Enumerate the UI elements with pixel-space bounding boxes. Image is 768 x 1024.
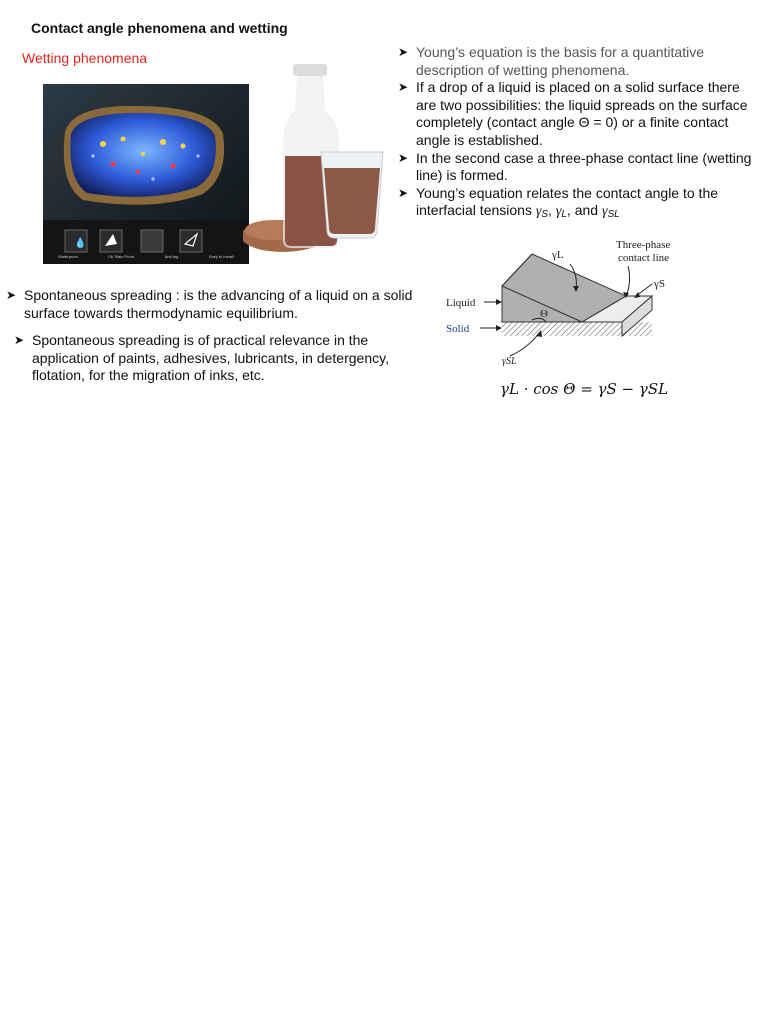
bullet-item bbox=[6, 287, 426, 322]
bullet-text: If a drop of a liquid is placed on a solid surface there are two possibilities: the liquid spreads on the surface completely (contact angle Θ = 0) or a finite contact angle is established. bbox=[416, 79, 748, 148]
svg-text:💧: 💧 bbox=[74, 238, 87, 249]
bullet-text-part: Young’s equation relates the contact angle to the interfacial tensions bbox=[416, 184, 719, 219]
solid-label: Solid bbox=[446, 323, 470, 335]
caption-oil-stain: Oil Stain Proof bbox=[108, 254, 135, 259]
caption-waterproof: Waterproof bbox=[58, 254, 78, 259]
bullet-item bbox=[398, 79, 756, 149]
bullet-item bbox=[14, 332, 406, 385]
gamma-s-label: γS bbox=[654, 278, 665, 290]
bullet-item bbox=[398, 150, 756, 185]
bullet-item bbox=[398, 185, 756, 224]
chocolate-milk-photo bbox=[243, 60, 393, 260]
gamma-subscript: L bbox=[561, 209, 567, 221]
three-phase-label-2: contact line bbox=[618, 252, 670, 264]
gamma-symbol: γ bbox=[535, 204, 542, 220]
three-phase-label-1: Three-phase bbox=[616, 239, 671, 251]
gamma-subscript: S bbox=[541, 209, 549, 221]
separator: , bbox=[548, 202, 556, 219]
car-mirror-photo bbox=[43, 84, 249, 264]
bullet-text bbox=[416, 185, 756, 224]
section-subtitle: Wetting phenomena bbox=[22, 50, 148, 66]
separator: , and bbox=[566, 202, 602, 219]
bullet-text: Spontaneous spreading is of practical relevance in the application of paints, adhesives, lubricants, in detergency, flotation, for the migration of inks, etc. bbox=[32, 332, 389, 384]
arrow-bullet-icon: ➤ bbox=[398, 80, 409, 95]
contact-angle-diagram bbox=[440, 236, 685, 366]
theta-label: Θ bbox=[540, 308, 548, 320]
bullet-text: Young’s equation is the basis for a quantitative description of wetting phenomena. bbox=[416, 44, 704, 78]
arrow-bullet-icon: ➤ bbox=[398, 185, 409, 200]
left-bullet-list-2 bbox=[14, 332, 406, 385]
gamma-subscript: SL bbox=[607, 209, 620, 221]
gamma-symbol: γ bbox=[555, 204, 562, 220]
gamma-sl-label: γSL bbox=[502, 356, 517, 366]
bullet-text: Spontaneous spreading : is the advancing of a liquid on a solid surface towards thermodynamic equilibrium. bbox=[24, 287, 413, 321]
caption-anti-fog: Anti-fog bbox=[164, 254, 179, 259]
caption-easy-install: Easy to Install bbox=[208, 254, 234, 259]
page-title: Contact angle phenomena and wetting bbox=[31, 20, 288, 36]
left-bullet-list bbox=[6, 287, 426, 322]
youngs-equation: γL · cos Θ = γS − γSL bbox=[500, 380, 669, 398]
photo-icon-captions bbox=[43, 254, 249, 259]
arrow-bullet-icon: ➤ bbox=[398, 45, 409, 59]
arrow-bullet-icon: ➤ bbox=[14, 333, 25, 347]
gamma-l-label: γL bbox=[552, 249, 564, 261]
liquid-label: Liquid bbox=[446, 297, 476, 309]
right-bullet-list bbox=[398, 44, 756, 224]
arrow-bullet-icon: ➤ bbox=[6, 288, 17, 302]
bullet-item bbox=[398, 44, 756, 79]
bullet-text: In the second case a three-phase contact line (wetting line) is formed. bbox=[416, 149, 752, 184]
arrow-bullet-icon: ➤ bbox=[398, 150, 409, 165]
gamma-symbol: γ bbox=[601, 204, 608, 220]
